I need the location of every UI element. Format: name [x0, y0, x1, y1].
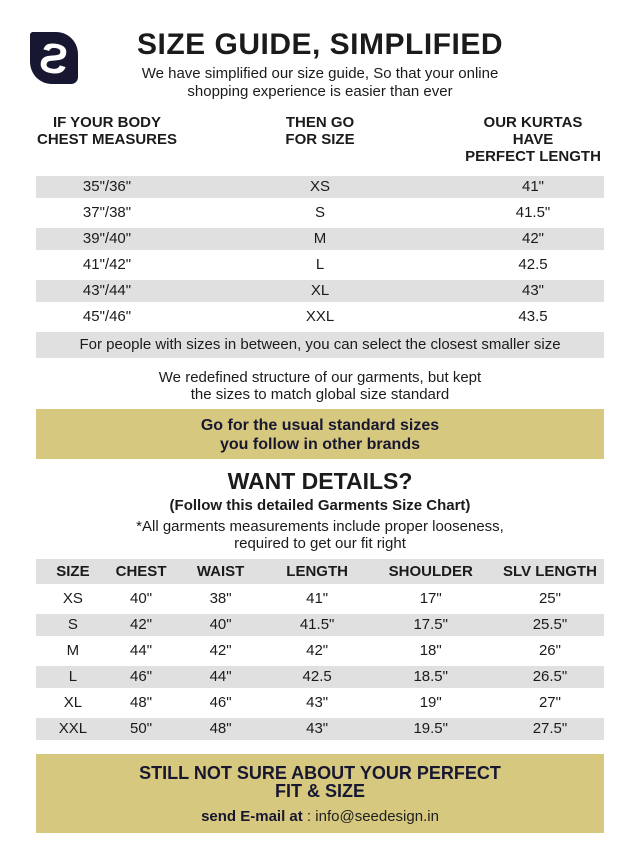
chest-cell: 46": [130, 668, 153, 685]
chest-cell: 35"/36": [82, 178, 132, 195]
waist-cell: 48": [209, 720, 232, 737]
body-size-table: [36, 114, 604, 328]
shoulder-cell: 19": [419, 694, 442, 711]
size-cell: XL: [310, 282, 330, 299]
column-header-chest: CHEST: [115, 563, 167, 580]
shoulder-cell: 18.5": [413, 668, 448, 685]
waist-cell: 40": [209, 616, 232, 633]
chest-cell: 50": [130, 720, 153, 737]
length-cell: 43.5: [518, 308, 548, 325]
looseness-note-line1: *All garments measurements include proper looseness,: [136, 518, 504, 535]
standard-sizes-banner-line1: Go for the usual standard sizes: [200, 417, 440, 434]
garments-row-xxl: [36, 718, 604, 740]
waist-cell: 38": [209, 590, 232, 607]
table-row-m: [36, 228, 604, 250]
column-header-size: SIZE: [56, 563, 90, 580]
garments-row-xl: [36, 692, 604, 714]
page-subtitle: [0, 65, 640, 101]
chest-cell: 44": [130, 642, 153, 659]
logo-letter: S: [36, 33, 72, 84]
waist-cell: 46": [209, 694, 232, 711]
chest-cell: 42": [130, 616, 153, 633]
standards-note-line1: We redefined structure of our garments, but kept: [158, 369, 482, 386]
chest-cell: 43"/44": [82, 282, 132, 299]
size-cell: XS: [309, 178, 330, 195]
standards-note-line2: the sizes to match global size standard: [190, 386, 450, 403]
chest-cell: 41"/42": [82, 256, 132, 273]
contact-banner-line1: STILL NOT SURE ABOUT YOUR PERFECT: [139, 763, 501, 783]
chest-cell: 39"/40": [82, 230, 132, 247]
length-cell: 42": [521, 230, 544, 247]
email-line: [36, 809, 604, 824]
size-cell: XL: [63, 694, 83, 711]
slv-length-cell: 26": [538, 642, 561, 659]
shoulder-cell: 19.5": [413, 720, 448, 737]
looseness-note-line2: required to get our fit right: [234, 535, 406, 552]
column-header-shoulder: SHOULDER: [388, 563, 473, 580]
garments-row-m: [36, 640, 604, 662]
table-row-xxl: [36, 306, 604, 328]
standards-note: [0, 369, 640, 403]
slv-length-cell: 27": [538, 694, 561, 711]
length-cell: 42.5: [302, 668, 332, 685]
column-header-go-for-size: THEN GO FOR SIZE: [285, 114, 355, 148]
slv-length-cell: 25.5": [532, 616, 568, 633]
size-cell: XS: [62, 590, 83, 607]
table-row-xl: [36, 280, 604, 302]
page-title: SIZE GUIDE, SIMPLIFIED: [136, 28, 504, 61]
column-header-waist: WAIST: [196, 563, 245, 580]
length-cell: 43": [306, 694, 329, 711]
length-cell: 41.5": [299, 616, 335, 633]
size-cell: XXL: [305, 308, 335, 325]
table-row-xs: [36, 176, 604, 198]
garments-row-l: [36, 666, 604, 688]
size-cell: L: [315, 256, 325, 273]
table-row-l: [36, 254, 604, 276]
length-cell: 43": [521, 282, 544, 299]
size-cell: M: [313, 230, 327, 247]
chest-cell: 48": [130, 694, 153, 711]
length-cell: 41": [521, 178, 544, 195]
slv-length-cell: 25": [538, 590, 561, 607]
looseness-note: [0, 518, 640, 552]
page-subtitle-line2: shopping experience is easier than ever: [187, 83, 453, 100]
size-cell: S: [314, 204, 325, 221]
email-label: send E-mail at: [201, 808, 303, 825]
brand-logo: [30, 32, 78, 84]
slv-length-cell: 26.5": [532, 668, 568, 685]
stylized-s-logo-icon: [30, 32, 78, 84]
column-header-kurta-length: OUR KURTAS HAVE PERFECT LENGTH: [465, 114, 601, 165]
email-separator: :: [302, 808, 316, 825]
column-header-slv-length: SLV LENGTH: [503, 563, 597, 580]
garments-chart-header: [36, 559, 604, 584]
size-cell: XXL: [58, 720, 88, 737]
email-address: info@seedesign.in: [315, 808, 439, 825]
standard-sizes-banner: [36, 409, 604, 459]
shoulder-cell: 17.5": [413, 616, 448, 633]
details-subtitle: (Follow this detailed Garments Size Chart): [169, 497, 471, 514]
table-row-s: [36, 202, 604, 224]
waist-cell: 44": [209, 668, 232, 685]
size-cell: S: [67, 616, 78, 633]
size-cell: L: [68, 668, 78, 685]
shoulder-cell: 17": [419, 590, 442, 607]
garments-row-xs: [36, 588, 604, 610]
waist-cell: 42": [209, 642, 232, 659]
slv-length-cell: 27.5": [532, 720, 568, 737]
column-header-length: LENGTH: [286, 563, 348, 580]
length-cell: 42": [306, 642, 329, 659]
chest-cell: 37"/38": [82, 204, 132, 221]
contact-banner: [36, 754, 604, 833]
length-cell: 42.5: [518, 256, 548, 273]
chest-cell: 40": [130, 590, 153, 607]
in-between-sizes-note: For people with sizes in between, you can select the closest smaller size: [36, 332, 604, 358]
length-cell: 41": [306, 590, 329, 607]
size-cell: M: [66, 642, 80, 659]
shoulder-cell: 18": [419, 642, 442, 659]
garments-size-chart: [36, 559, 604, 740]
page-subtitle-line1: We have simplified our size guide, So that your online: [141, 65, 499, 82]
length-cell: 43": [306, 720, 329, 737]
column-header-chest-measures: IF YOUR BODY CHEST MEASURES: [36, 114, 178, 148]
chest-cell: 45"/46": [82, 308, 132, 325]
length-cell: 41.5": [515, 204, 551, 221]
details-title: WANT DETAILS?: [227, 468, 413, 494]
contact-banner-line2: FIT & SIZE: [275, 781, 365, 801]
body-size-table-header: [36, 114, 604, 165]
garments-row-s: [36, 614, 604, 636]
standard-sizes-banner-line2: you follow in other brands: [220, 436, 420, 453]
